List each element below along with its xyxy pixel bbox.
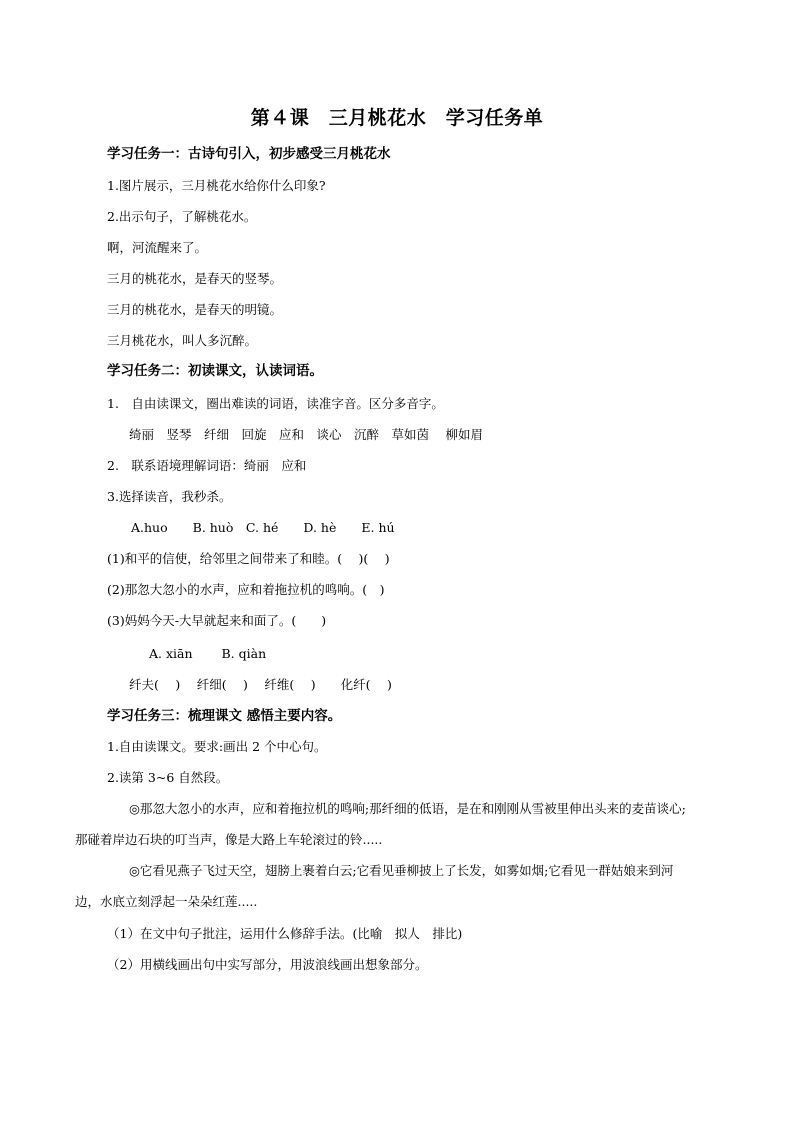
task2-line-1: 1. 自由读课文，圈出难读的词语，读准字音。区分多音字。 [107, 396, 444, 411]
task3-passage-1b: 那碰着岸边石块的叮当声，像是大路上车轮滚过的铃..... [75, 832, 383, 847]
task3-line-1: 1.自由读课文。要求:画出 2 个中心句。 [107, 739, 327, 754]
task3-passage-2a: ◎它看见燕子飞过天空，翅膀上裹着白云;它看见垂柳披上了长发，如雾如烟;它看见一群姑娘来到河 [129, 863, 674, 878]
task2-pinyin-options-he: A.huo B. huò C. hé D. hè E. hú [131, 520, 395, 535]
task2-question-1: (1)和平的信使，给邻里之间带来了和睦。( )( ) [107, 551, 390, 566]
task1-line-6: 三月桃花水，叫人多沉醉。 [107, 333, 258, 348]
task1-heading: 学习任务一：古诗句引入，初步感受三月桃花水 [107, 146, 391, 162]
task3-passage-1a: ◎那忽大忽小的水声，应和着拖拉机的鸣响;那纤细的低语，是在和刚刚从雪被里伸出头来的麦苗谈心; [129, 801, 686, 816]
task2-line-3: 3.选择读音，我秒杀。 [107, 489, 232, 504]
task1-line-1: 1.图片展示，三月桃花水给你什么印象? [107, 178, 326, 193]
task2-pinyin-options-qian: A. xiān B. qiàn [149, 646, 267, 661]
task3-question-1: （1）在文中句子批注，运用什么修辞手法。(比喻 拟人 排比) [107, 926, 463, 941]
task3-question-2: （2）用横线画出句中实写部分，用波浪线画出想象部分。 [107, 957, 428, 972]
task2-line-2: 2. 联系语境理解词语：绮丽 应和 [107, 458, 307, 473]
task1-line-4: 三月的桃花水，是春天的竖琴。 [107, 271, 283, 286]
task3-line-2: 2.读第 3~6 自然段。 [107, 770, 229, 785]
task2-question-2: (2)那忽大忽小的水声，应和着拖拉机的鸣响。( ) [107, 582, 385, 597]
task3-heading: 学习任务三：梳理课文 感悟主要内容。 [107, 708, 342, 724]
task1-line-5: 三月的桃花水，是春天的明镜。 [107, 302, 283, 317]
task2-heading: 学习任务二：初读课文，认读词语。 [107, 363, 323, 379]
task2-word-list: 绮丽 竖琴 纤细 回旋 应和 谈心 沉醉 草如茵 柳如眉 [129, 427, 483, 442]
task2-question-3: (3)妈妈今天-大早就起来和面了。( ) [107, 613, 327, 628]
task3-passage-2b: 边，水底立刻浮起一朵朵红莲..... [75, 894, 258, 909]
task1-line-3: 啊，河流醒来了。 [107, 240, 208, 255]
task1-line-2: 2.出示句子，了解桃花水。 [107, 209, 257, 224]
document-title: 第４课 三月桃花水 学习任务单 [250, 107, 544, 129]
task2-question-4: 纤夫( ) 纤细( ) 纤维( ) 化纤( ) [129, 677, 392, 692]
